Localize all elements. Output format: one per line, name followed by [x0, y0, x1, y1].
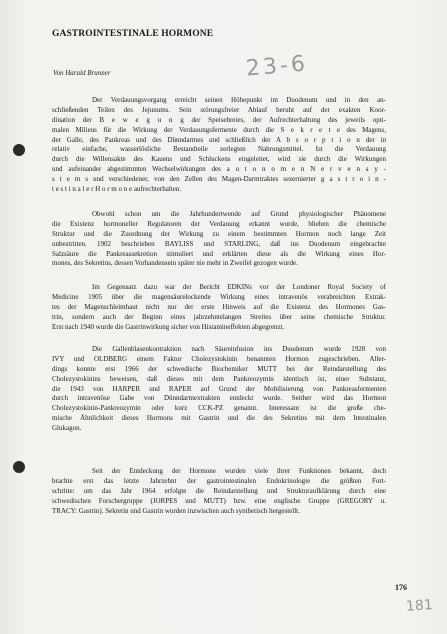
handwritten-page-number: 181	[405, 597, 434, 615]
text-line: durch intravenöse Gabe von Dünndarmextrakten entdeckt wurde. Seither wird das Hormon	[52, 394, 386, 403]
text-line: Cholezystokinins beweisen, daß dieses mit dem Pankreozymin identisch ist, einer Substanz,	[52, 374, 386, 383]
text-line: dings konnte erst 1966 der schwedische Biochemiker MUTT bei der Reindarstellung des	[52, 364, 386, 373]
page-number: 176	[395, 583, 407, 592]
text-line: relativ einfache, wasserlösliche Bestandteile zerlegten Nahrungsmittel. Ist die Verdauung	[52, 145, 386, 154]
paragraph-2	[52, 210, 386, 269]
handwritten-note: 23-6	[245, 51, 309, 82]
paragraph-1	[52, 96, 386, 195]
punch-hole	[13, 144, 25, 156]
text-line: schwedischen Forschergruppe (JORPES und MUTT) bzw. eine englische Gruppe (GREGORY u.	[52, 496, 386, 505]
text-line: Glukagon.	[52, 424, 82, 433]
text-line: die 1943 von HARPER und RAPER auf Grund der Mobilisierung von Pankreasfermenten	[52, 384, 386, 393]
author-line: Von Harald Brunner	[53, 69, 111, 77]
text-line: Cholezystokinin-Pankreozymin oder kurz CCK-PZ genannt. Interessant ist die große che-	[52, 404, 386, 413]
text-line: malen Milieus für die Wirkung der Verdauungsfermente durch die S e k r e t e des Magens,	[52, 125, 386, 134]
text-line: unbestritten. 1902 beschrieben BAYLISS und STARLING, daß ins Duodenum eingebrachte	[52, 239, 386, 248]
document-title: GASTROINTESTINALE HORMONE	[52, 29, 214, 39]
text-line: Erst nach 1940 wurde die Gastrinwirkung sicher von Histamineffekten abgegrenzt.	[52, 322, 285, 331]
text-line: die Existenz hormoneller Regulatoren der Verdauung erkannt wurde, blieben die chemische	[52, 219, 386, 228]
punch-hole	[13, 461, 25, 473]
text-line: Seit der Entdeckung der Hormone wurden viele ihrer Funktionen bekannt, doch	[92, 467, 386, 475]
text-line: brachte erst das letzte Jahrzehnt der gastrointestinalen Endokrinologie die größten Fort-	[52, 476, 386, 485]
text-line: dination der B e w e g u n g der Speisebreies, der Aufrechterhaltung des jeweils opti-	[52, 115, 386, 124]
text-line: Medicine 1905 über die magensäurelockende Wirkung eines intravenös verabreichten Extrak-	[52, 292, 386, 301]
text-line: Im Gegensatz dazu war der Bericht EDKINs vor der Londoner Royal Society of	[92, 283, 386, 291]
text-line: der Galle, des Pankreas und des Dünndarmes und schließlich der A b s o r p t i o n der in	[52, 135, 386, 144]
paragraph-5	[52, 467, 386, 516]
text-line: s t e m s und verschiedener, von den Zellen des Magen-Darmtraktes sezernierter g a s t r o i n -	[52, 175, 386, 184]
text-line: mones, des Sekretins, dessen Vorhandensein später nie mehr in Zweifel gezogen wurde.	[52, 259, 298, 268]
text-line: trin, sondern auch der Beginn eines jahrzehntelangen Streites über seine chemische Struktur.	[52, 312, 386, 321]
text-line: IVY und OLDBERG einem Faktor Cholezystokinin benannten Hormon zugeschrieben. Aller-	[52, 354, 386, 363]
text-line: Obwohl schon um die Jahrhundertwende auf Grund physiologischer Phänomene	[92, 210, 386, 218]
text-line: durch die Willensakte des Kauens und Schluckens eingeleitet, wird sie durch die Wirkungen	[52, 155, 386, 164]
text-line: Salzsäure die Pankreassekretion stimuliert und erklärten diese als die Wirkung eines Hor-	[52, 249, 386, 258]
text-line: schritte: um das Jahr 1964 erfolgte die Reindarstellung und Strukturaufklärung durch eine	[52, 486, 386, 495]
text-line: und aufeinander abgestimmten Wechselwirkungen des a u t o n o m e n N e r v e n s y -	[52, 165, 386, 174]
paragraph-3	[52, 283, 386, 332]
text-line: Die Gallenblasenkontraktion nach Säureinfusion ins Duodenum wurde 1928 von	[92, 345, 386, 353]
text-line: schließenden Teilen des Jejunums. Sein störungsfreier Ablauf beruht auf der exakten Koor-	[52, 105, 386, 114]
text-line: Der Verdauungsvorgang erreicht seinen Höhepunkt im Duodenum und in den an-	[92, 96, 386, 104]
text-line: mische Ähnlichkeit dieses Hormons mit Gastrin und die des Sekretins mit dem Intestinalen	[52, 414, 386, 423]
text-line: tes der Magenschleimhaut nicht nur der erste Hinweis auf die Existenz des Hormones Gas-	[52, 302, 386, 311]
text-line: Struktur und die Zuordnung der Wirkung zu einem bestimmten Hormon noch lange Zeit	[52, 229, 386, 238]
paragraph-4	[52, 345, 386, 434]
text-line: TRACY: Gastrin). Sekretin und Gastrin wurden inzwischen auch synthetisch hergestellt.	[52, 506, 300, 515]
text-line: t e s t i n a l e r H o r m o n e aufrechterhalten.	[52, 185, 182, 194]
